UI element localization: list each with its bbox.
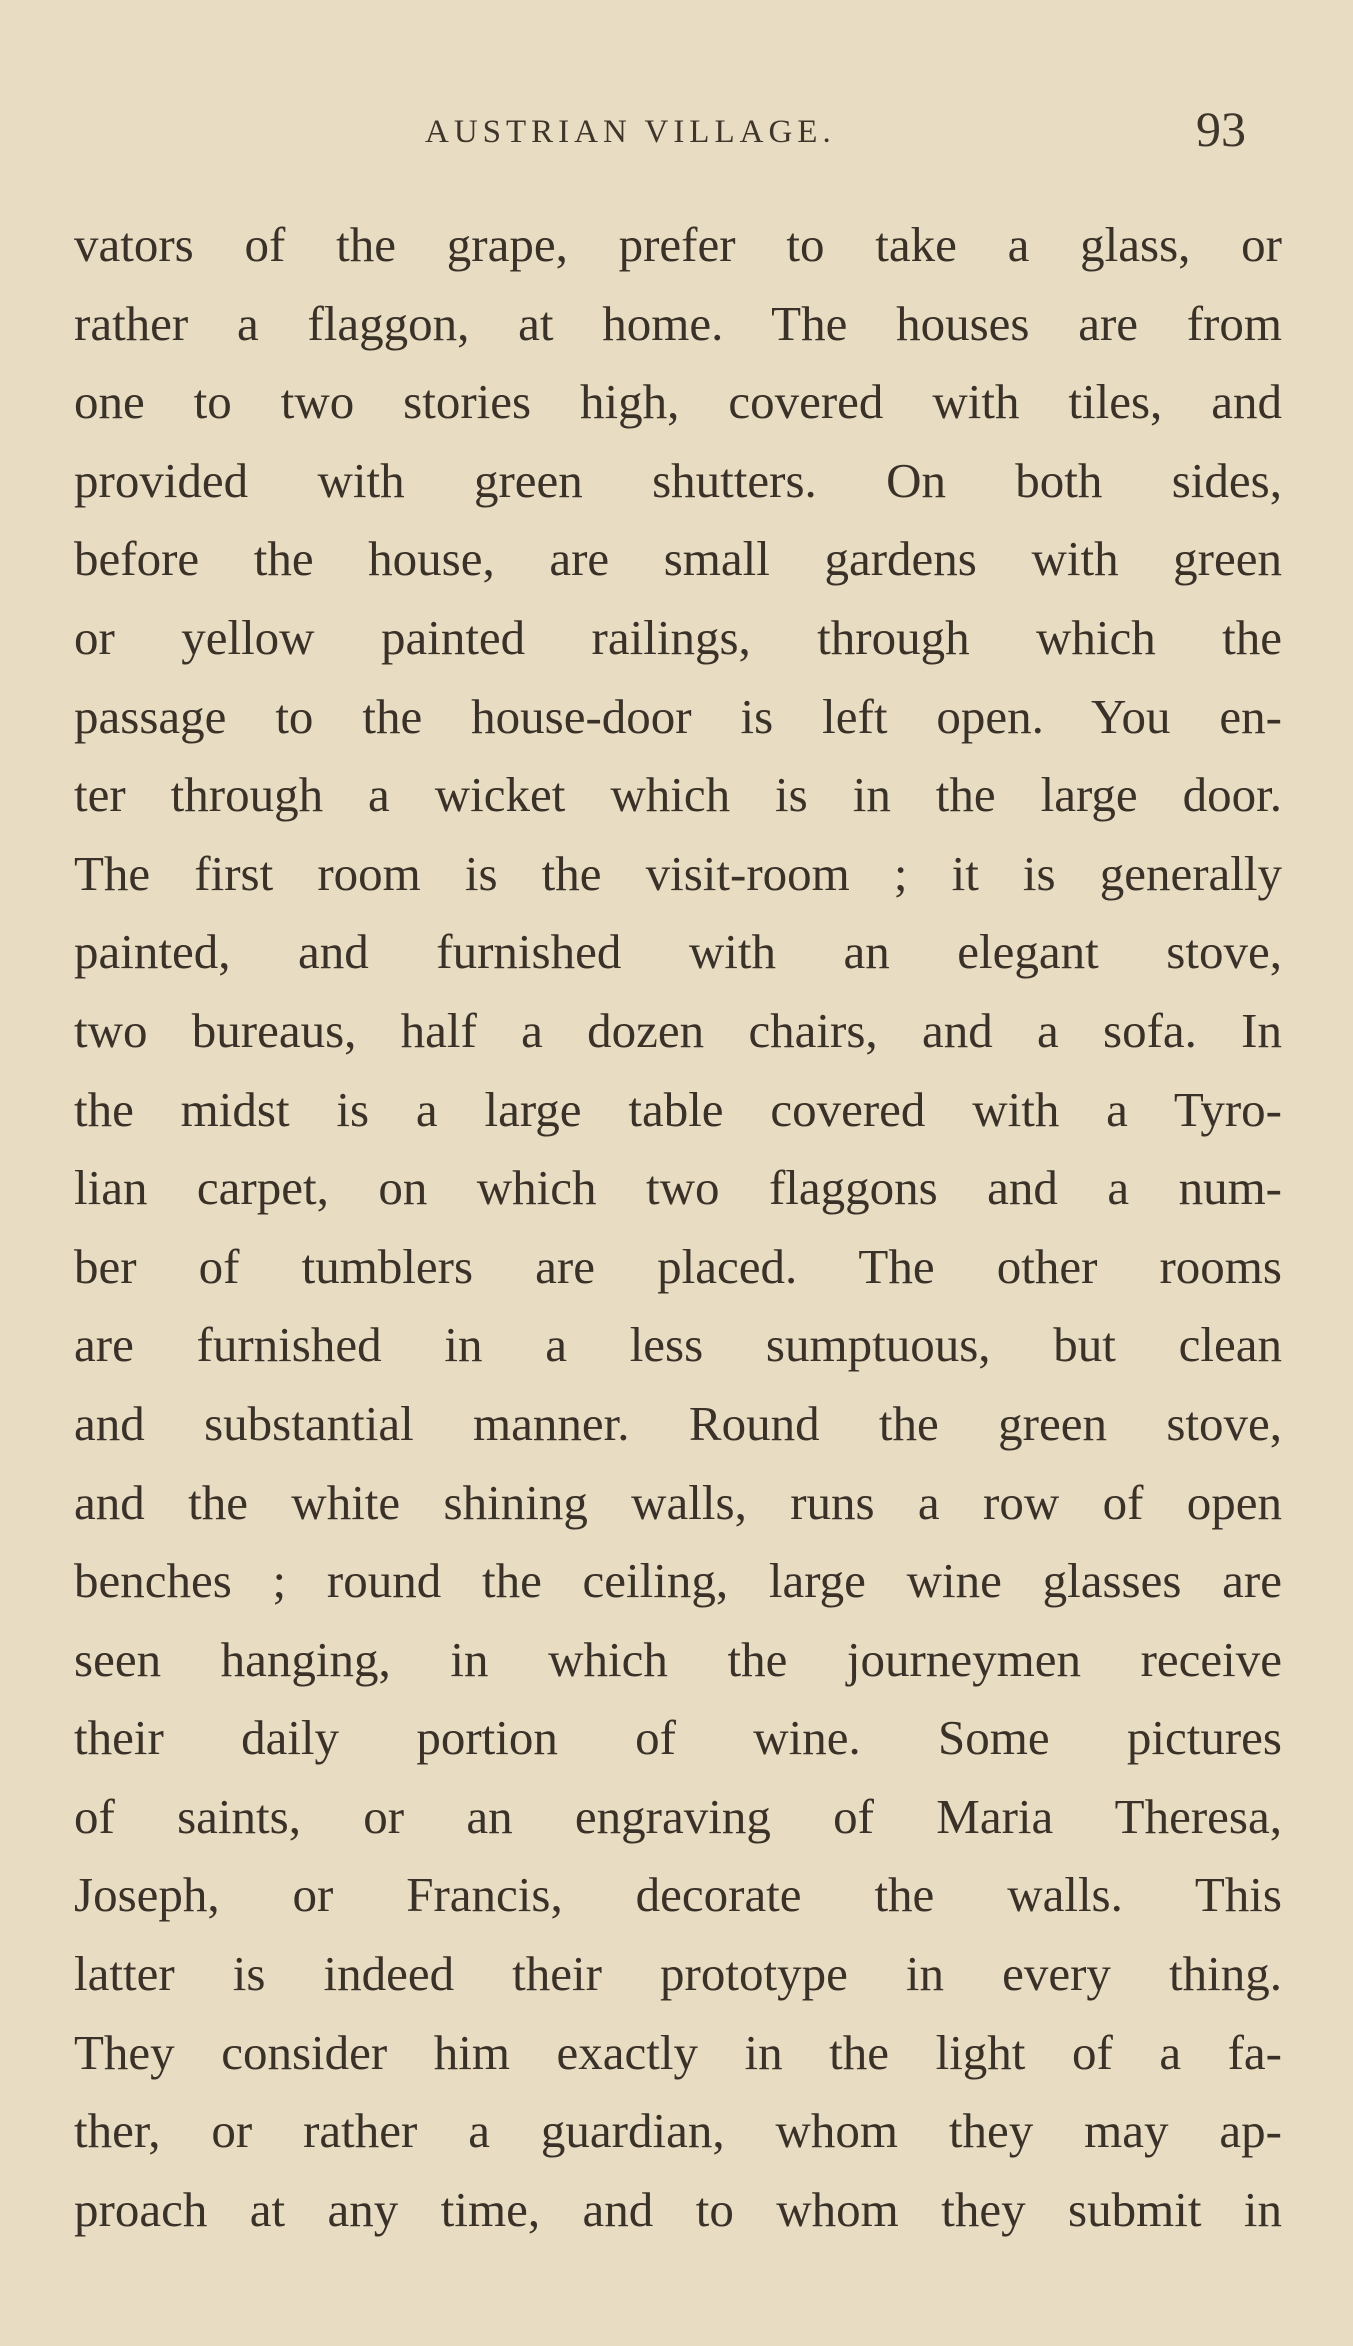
text-line: passage to the house-door is left open. You en-: [74, 688, 1282, 744]
text-line: two bureaus, half a dozen chairs, and a sofa. In: [74, 1002, 1282, 1058]
running-head-title: AUSTRIAN VILLAGE.: [425, 114, 836, 150]
text-line: of saints, or an engraving of Maria Theresa,: [74, 1788, 1282, 1844]
text-line: the midst is a large table covered with a Tyro-: [74, 1081, 1282, 1137]
text-line: latter is indeed their prototype in every thing.: [74, 1946, 1282, 2002]
text-line: They consider him exactly in the light of a fa-: [74, 2024, 1282, 2080]
text-line: vators of the grape, prefer to take a glass, or: [74, 217, 1282, 272]
text-line: their daily portion of wine. Some pictures: [74, 1710, 1282, 1766]
text-line: ther, or rather a guardian, whom they may ap-: [74, 2103, 1282, 2159]
text-line: provided with green shutters. On both sides,: [74, 452, 1282, 508]
text-line: or yellow painted railings, through which the: [74, 609, 1282, 665]
text-line: are furnished in a less sumptuous, but clean: [74, 1317, 1282, 1373]
text-line: Joseph, or Francis, decorate the walls. This: [74, 1867, 1282, 1923]
text-line: ber of tumblers are placed. The other rooms: [74, 1238, 1282, 1294]
text-line: one to two stories high, covered with tiles, and: [74, 374, 1282, 430]
text-line: benches ; round the ceiling, large wine glasses are: [74, 1553, 1282, 1609]
text-line: seen hanging, in which the journeymen receive: [74, 1631, 1282, 1687]
text-line: and the white shining walls, runs a row of open: [74, 1474, 1282, 1530]
text-line: ter through a wicket which is in the large door.: [74, 767, 1282, 823]
body-text: [74, 206, 1282, 2249]
text-line: rather a flaggon, at home. The houses are from: [74, 295, 1282, 351]
running-head: [0, 100, 1353, 160]
text-line: and substantial manner. Round the green stove,: [74, 1395, 1282, 1451]
text-line: painted, and furnished with an elegant stove,: [74, 924, 1282, 980]
text-line: The first room is the visit-room ; it is generally: [74, 845, 1282, 901]
text-line: before the house, are small gardens with green: [74, 531, 1282, 587]
text-line: lian carpet, on which two flaggons and a num-: [74, 1160, 1282, 1216]
text-line: proach at any time, and to whom they submit in: [74, 2181, 1282, 2237]
page-number: 93: [1196, 101, 1246, 157]
